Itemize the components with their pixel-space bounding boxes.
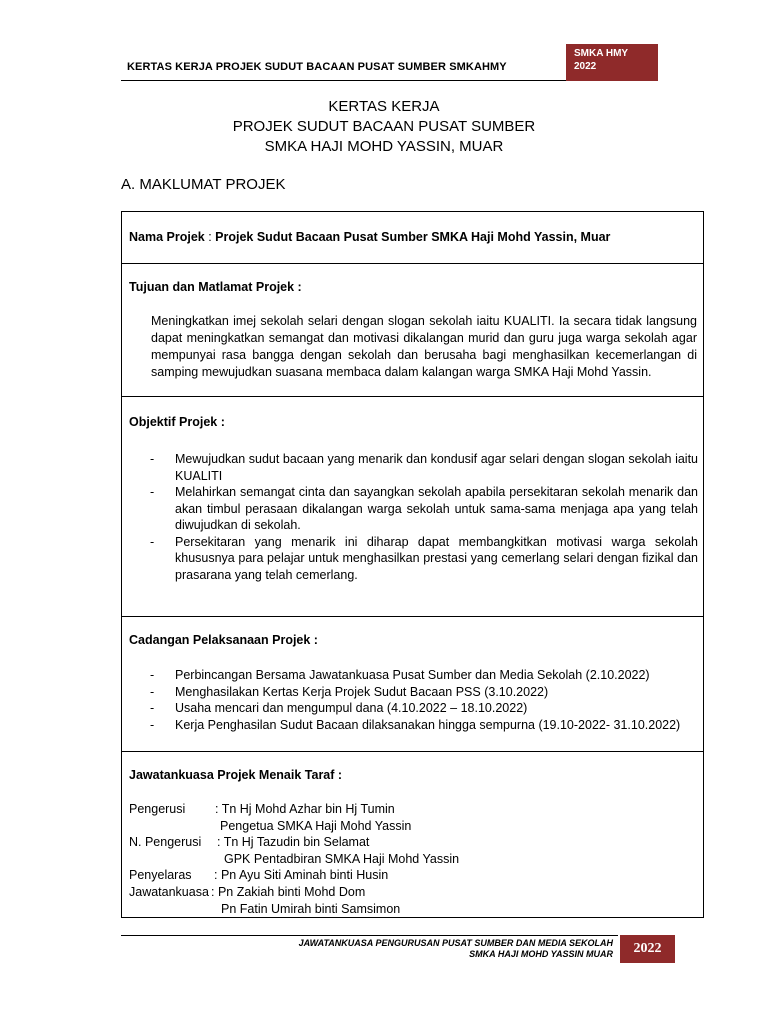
- committee-value: : Pn Ayu Siti Aminah binti Husin: [214, 868, 389, 883]
- tujuan-label: Tujuan dan Matlamat Projek :: [129, 280, 302, 294]
- row-nama-projek: [122, 212, 703, 264]
- cadangan-label: Cadangan Pelaksanaan Projek :: [129, 633, 318, 647]
- committee-value: : Tn Hj Mohd Azhar bin Hj Tumin: [215, 802, 395, 816]
- committee-value: : Pn Zakiah binti Mohd Dom: [211, 884, 366, 899]
- list-item: - Kerja Penghasilan Sudut Bacaan dilaksanakan hingga sempurna (19.10-2022- 31.10.2022): [150, 717, 681, 732]
- committee-role: Jawatankuasa: [129, 884, 209, 899]
- objektif-item-2: Melahirkan semangat cinta dan sayangkan sekolah apabila persekitaran sekolah menarik dan akan timbul perasaan dikalangan warga sekolah untuk sama-sama menjaga apa yang telah diwujudkan di sekolah.: [175, 485, 698, 532]
- tujuan-text: Meningkatkan imej sekolah selari dengan slogan sekolah iaitu KUALITI. Ia secara tidak langsung dapat meningkatkan semangat dan motivasi dikalangan murid dan guru juga warga sekolah agar mempunyai rasa bangga dengan sekolah dan berusaha bagi menghasilkan kecemerlangan di samping mewujudkan suasana membaca dalam kalangan warga SMKA Haji Mohd Yassin.: [151, 314, 697, 379]
- nama-projek-value: Projek Sudut Bacaan Pusat Sumber SMKA Haji Mohd Yassin, Muar: [215, 230, 611, 244]
- doc-title-line1: KERTAS KERJA: [328, 98, 440, 115]
- committee-value: GPK Pentadbiran SMKA Haji Mohd Yassin: [224, 851, 460, 866]
- nama-projek-line: [129, 230, 610, 244]
- list-item: - Persekitaran yang menarik ini diharap dapat membangkitkan motivasi warga sekolah khususnya para pelajar untuk menghasilkan prestasi yang cemerlang selari dengan fizikal dan prasarana yang telah cemerlang.: [150, 534, 698, 582]
- footer-line2: SMKA HAJI MOHD YASSIN MUAR: [469, 949, 613, 959]
- committee-value: : Tn Hj Tazudin bin Selamat: [217, 835, 370, 850]
- objektif-item-3: Persekitaran yang menarik ini diharap dapat membangkitkan motivasi warga sekolah khususnya para pelajar untuk menghasilkan prestasi yang cemerlang selari dengan fizikal dan prasarana yang telah cemerlang.: [175, 534, 698, 582]
- committee-value: Pn Fatin Umirah binti Samsimon: [221, 901, 401, 916]
- header-title: KERTAS KERJA PROJEK SUDUT BACAAN PUSAT SUMBER SMKAHMY: [127, 61, 507, 73]
- footer-line1: JAWATANKUASA PENGURUSAN PUSAT SUMBER DAN MEDIA SEKOLAH: [298, 938, 613, 948]
- objektif-list: [150, 451, 698, 583]
- cadangan-list: [150, 667, 698, 733]
- cadangan-item-1: Perbincangan Bersama Jawatankuasa Pusat Sumber dan Media Sekolah (2.10.2022): [175, 668, 650, 682]
- objektif-item-1: Mewujudkan sudut bacaan yang menarik dan kondusif agar selari dengan slogan sekolah iaitu KUALITI: [175, 452, 698, 483]
- nama-projek-label: Nama Projek: [129, 230, 205, 244]
- section-title: A. MAKLUMAT PROJEK: [121, 176, 286, 193]
- jawatankuasa-label: Jawatankuasa Projek Menaik Taraf :: [129, 768, 343, 782]
- footer-badge: 2022: [620, 935, 675, 963]
- header-badge: [566, 44, 658, 81]
- list-item: - Melahirkan semangat cinta dan sayangkan sekolah apabila persekitaran sekolah menarik dan akan timbul perasaan dikalangan warga sekolah untuk sama-sama menjaga apa yang telah diwujudkan di sekolah.: [150, 485, 698, 532]
- list-item: - Usaha mencari dan mengumpul dana (4.10.2022 – 18.10.2022): [150, 701, 528, 715]
- nama-projek-separator: :: [204, 230, 216, 244]
- objektif-label: Objektif Projek :: [129, 415, 225, 429]
- committee-value: Pengetua SMKA Haji Mohd Yassin: [220, 818, 412, 833]
- cadangan-item-2: Menghasilakan Kertas Kerja Projek Sudut Bacaan PSS (3.10.2022): [175, 684, 549, 699]
- footer-text: [260, 938, 613, 960]
- list-item: - Mewujudkan sudut bacaan yang menarik dan kondusif agar selari dengan slogan sekolah iaitu KUALITI: [150, 452, 698, 483]
- committee-role: N. Pengerusi: [129, 835, 202, 850]
- cadangan-item-3: Usaha mencari dan mengumpul dana (4.10.2022 – 18.10.2022): [175, 701, 528, 715]
- doc-title-line3: SMKA HAJI MOHD YASSIN, MUAR: [264, 138, 504, 155]
- list-item: - Menghasilakan Kertas Kerja Projek Sudut Bacaan PSS (3.10.2022): [150, 684, 549, 699]
- doc-title-line2: PROJEK SUDUT BACAAN PUSAT SUMBER: [232, 118, 536, 135]
- row-tujuan: [122, 263, 703, 397]
- list-item: - Perbincangan Bersama Jawatankuasa Pusat Sumber dan Media Sekolah (2.10.2022): [150, 668, 650, 682]
- committee-role: Penyelaras: [129, 868, 192, 883]
- row-cadangan: [122, 616, 703, 752]
- row-jawatankuasa: [122, 751, 703, 917]
- committee-role: Pengerusi: [129, 802, 186, 816]
- header-badge-line1: SMKA HMY: [574, 48, 629, 59]
- header-badge-line2: 2022: [574, 61, 597, 72]
- cadangan-item-4: Kerja Penghasilan Sudut Bacaan dilaksanakan hingga sempurna (19.10-2022- 31.10.2022): [175, 717, 681, 732]
- project-info-table: [121, 211, 704, 918]
- row-objektif: [122, 396, 703, 617]
- footer-rule: [121, 935, 618, 936]
